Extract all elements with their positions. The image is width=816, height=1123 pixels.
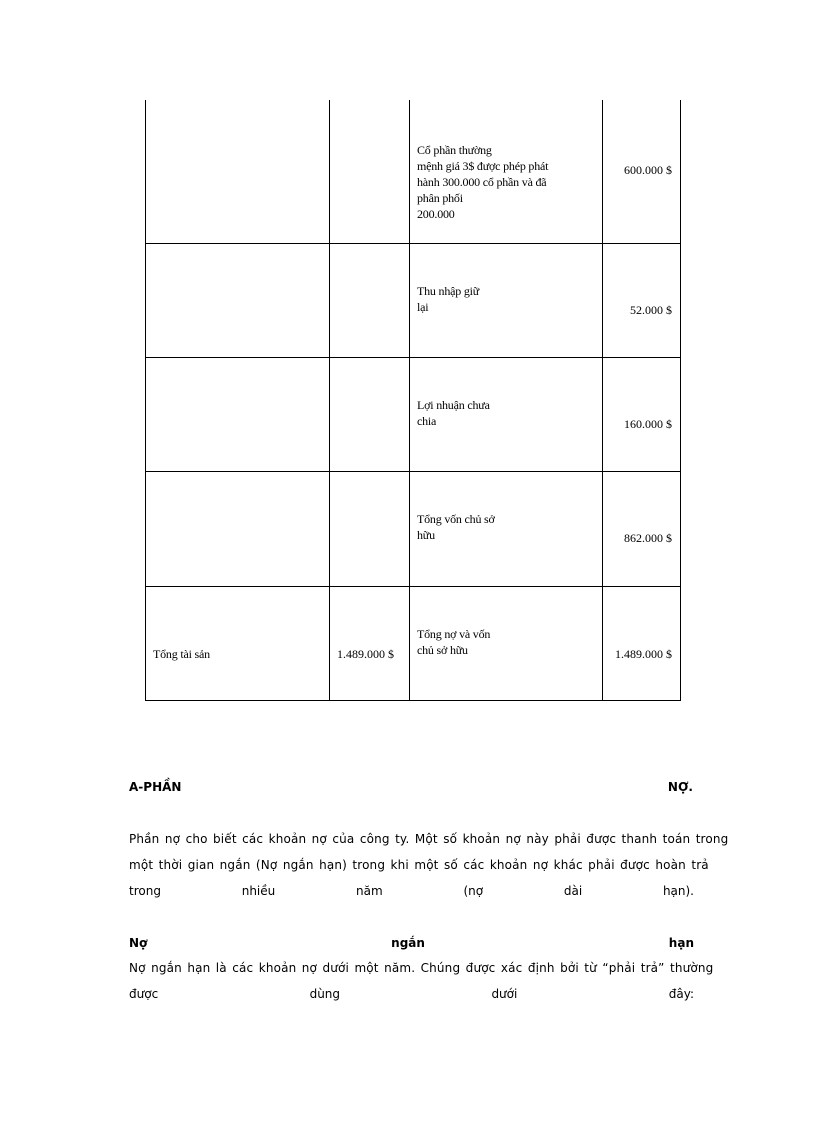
table-cell-liability-label [417,283,479,315]
table-border-bottom [145,700,681,701]
section-heading-left: A-PHẦN [129,780,182,794]
word: hạn [668,936,694,950]
table-row-divider [145,586,681,587]
table-column-divider [602,100,603,701]
word: ngắn [391,936,425,950]
table-border-left [145,100,146,701]
table-column-divider [329,100,330,701]
word: dưới [491,987,518,1001]
cell-line: hữu [417,528,435,542]
cell-line: Tổng nợ và vốn [417,627,491,641]
table-cell-amount: 160.000 $ [624,417,672,431]
table-cell-liability-label [417,511,495,543]
table-cell-liability-label [417,626,490,658]
table-cell-asset-amount: 1.489.000 $ [337,647,394,661]
table-row-divider [145,243,681,244]
paragraph-line [129,986,694,1002]
subheading [129,935,694,951]
table-cell-amount: 600.000 $ [624,163,672,177]
word: dùng [309,987,341,1001]
word: nhiều [241,884,276,898]
paragraph-line: Phần nợ cho biết các khoản nợ của công ty. Một số khoản nợ này phải được thanh toán trong [129,832,729,846]
word: năm [356,884,383,898]
word: Nợ [129,936,148,950]
cell-line: mệnh giá 3$ được phép phát [417,159,549,173]
word: (nợ [463,884,484,898]
balance-sheet-table [145,100,681,701]
word: dài [563,884,583,898]
table-cell-asset-label: Tổng tài sản [153,647,210,661]
table-cell-liability-label [417,397,490,429]
section-heading-right: NỢ. [667,780,693,794]
cell-line: hành 300.000 cổ phần và đã [417,175,547,189]
table-cell-amount: 862.000 $ [624,531,672,545]
cell-line: phân phối [417,191,463,205]
paragraph-line: Nợ ngắn hạn là các khoản nợ dưới một năm. Chúng được xác định bởi từ “phải trả” thường [129,961,714,975]
word: đây: [668,987,694,1001]
cell-line: lại [417,300,429,314]
cell-line: 200.000 [417,207,455,221]
cell-line: Cổ phần thường [417,143,492,157]
word: được [129,987,159,1001]
cell-line: chia [417,414,437,428]
word: trong [129,884,161,898]
table-row-divider [145,357,681,358]
word: hạn). [662,884,694,898]
table-row-divider [145,471,681,472]
paragraph-line [129,883,694,899]
cell-line: chủ sở hữu [417,643,468,657]
cell-line: Thu nhập giữ [417,284,480,298]
table-column-divider [409,100,410,701]
table-cell-amount: 1.489.000 $ [615,647,672,661]
table-border-right [680,100,681,701]
paragraph-line: một thời gian ngắn (Nợ ngắn hạn) trong khi một số các khoản nợ khác phải được hoàn trả [129,858,709,872]
cell-line: Tổng vốn chủ sở [417,512,495,526]
table-cell-amount: 52.000 $ [630,303,672,317]
table-cell-liability-label [417,142,548,222]
cell-line: Lợi nhuận chưa [417,398,490,412]
